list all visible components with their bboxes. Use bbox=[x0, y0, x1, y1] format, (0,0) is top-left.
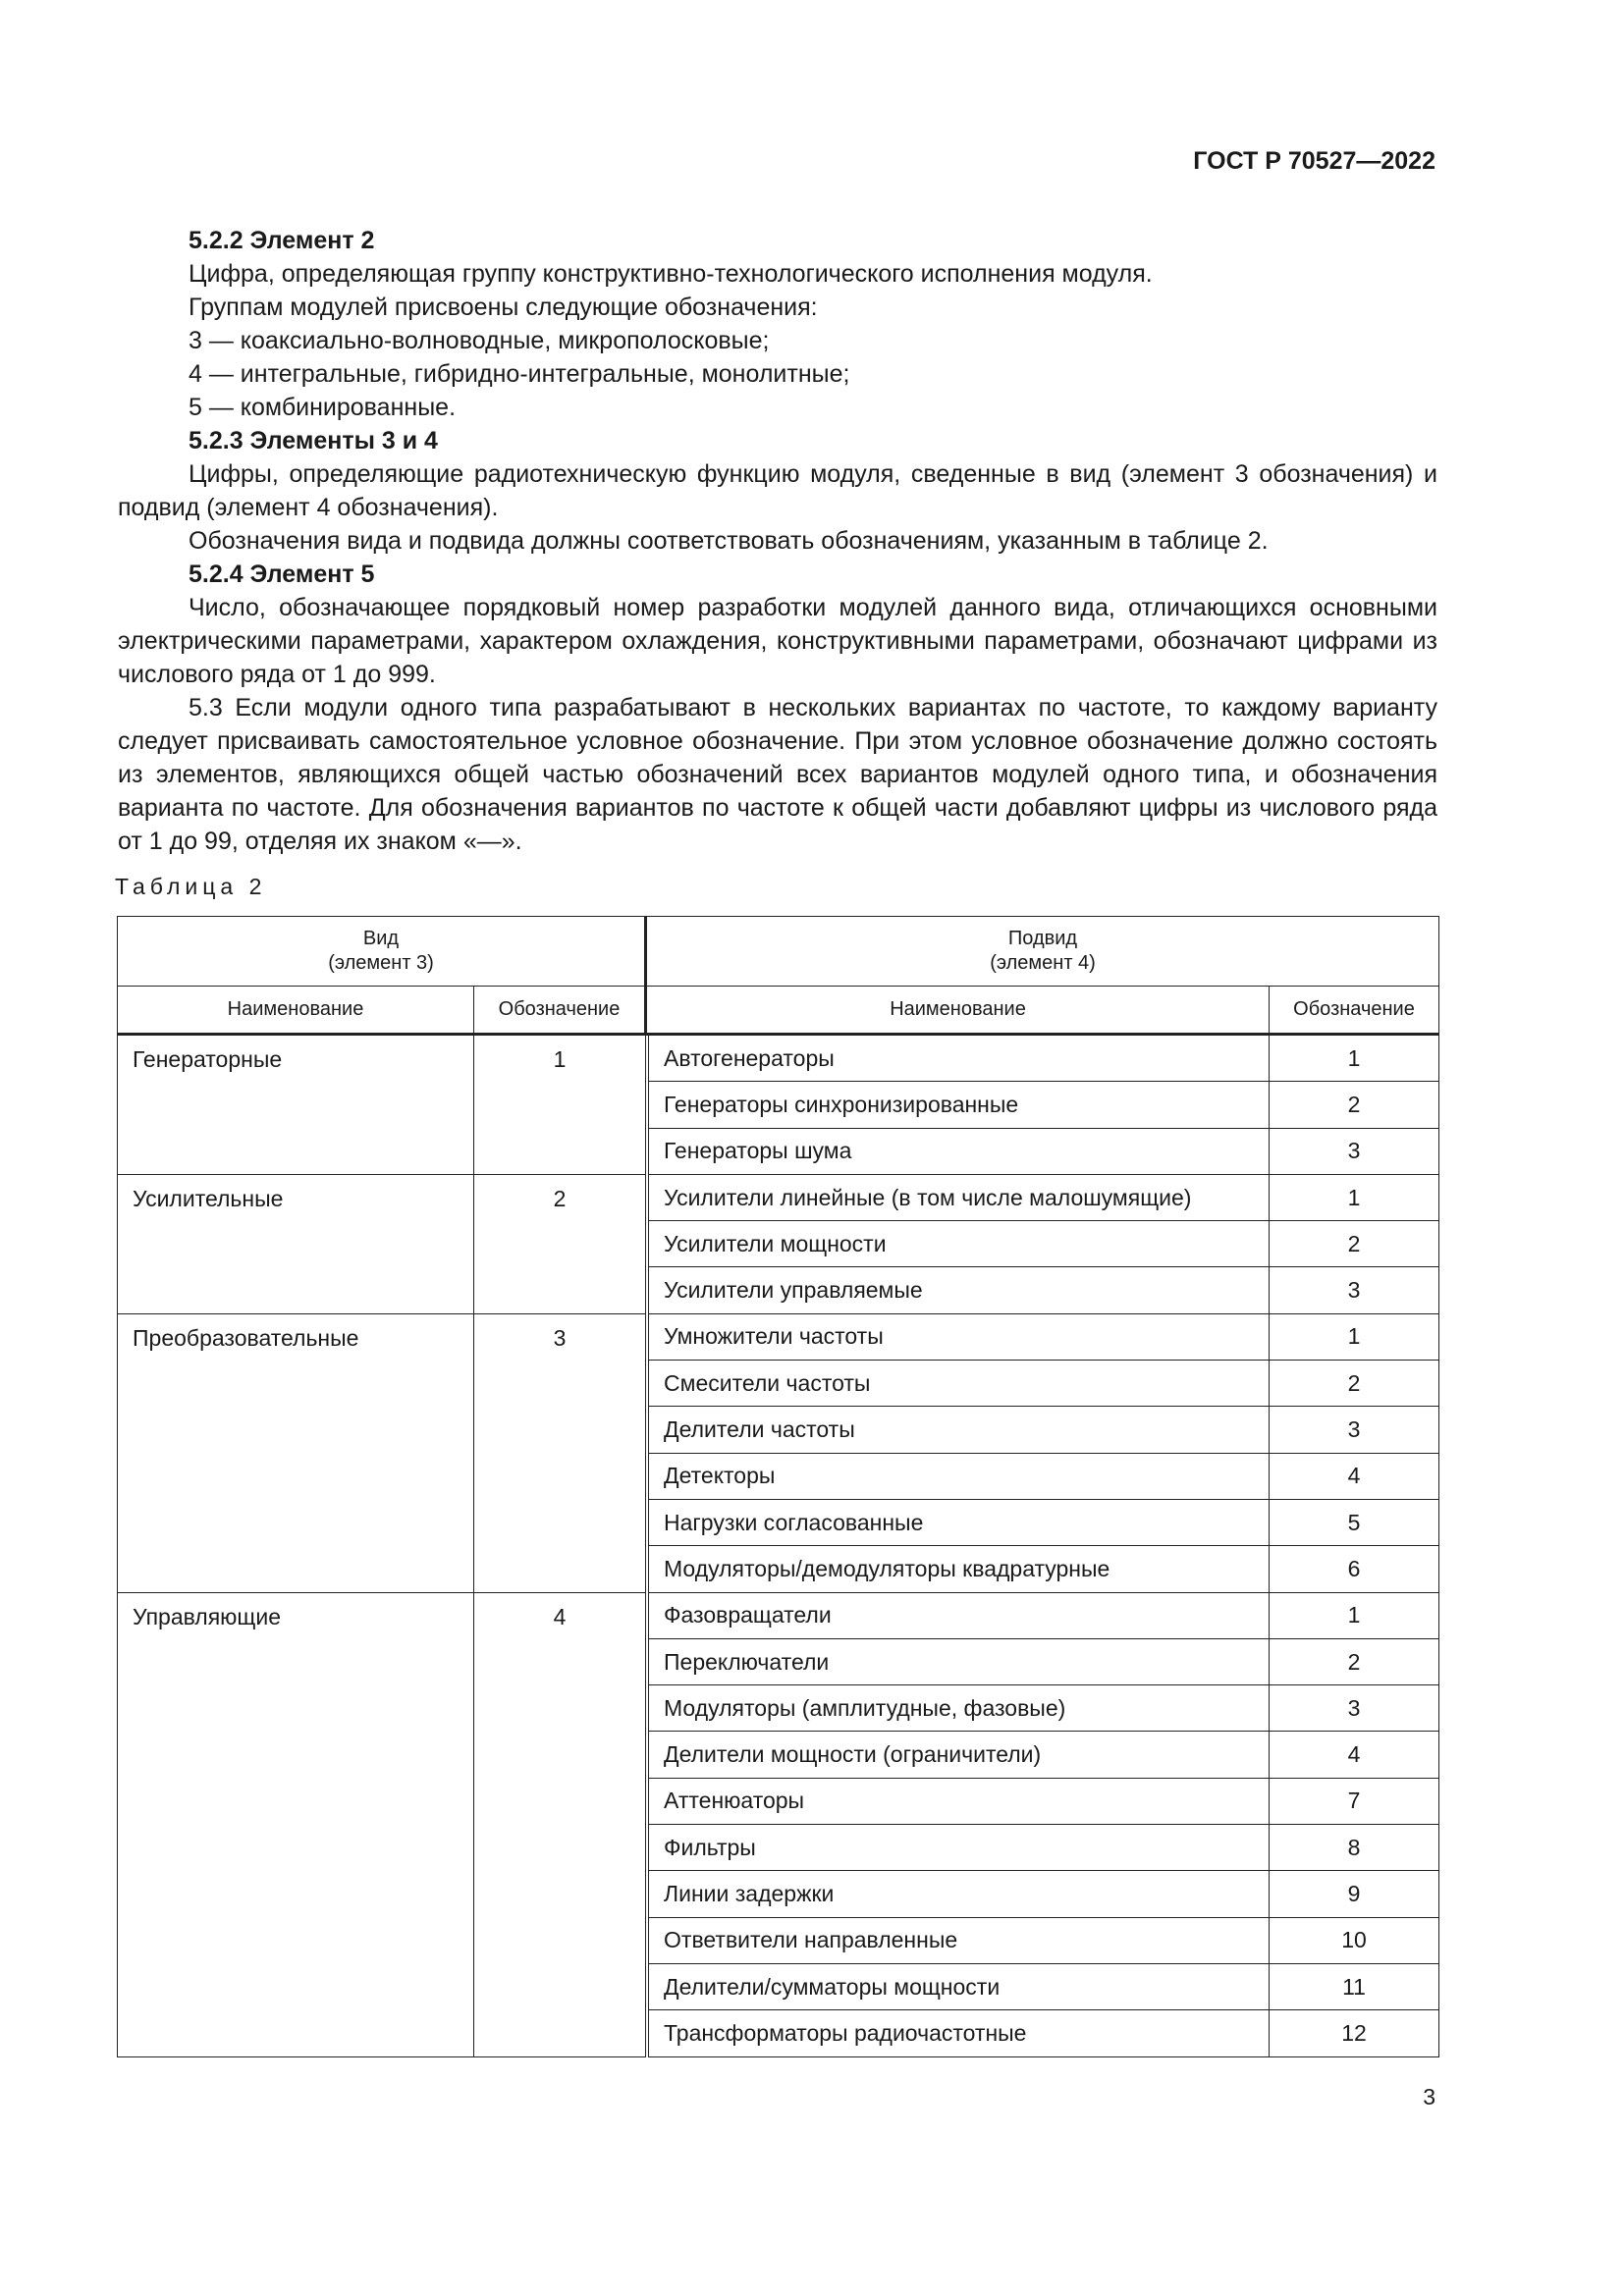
subtype-code: 9 bbox=[1270, 1871, 1439, 1917]
subtype-code: 2 bbox=[1270, 1361, 1439, 1407]
header-podvid: Подвид (элемент 4) bbox=[646, 917, 1439, 987]
table-caption: Таблица 2 bbox=[115, 874, 267, 899]
paragraph: Обозначения вида и подвида должны соответствовать обозначениям, указанным в таблице 2. bbox=[189, 527, 1269, 555]
subtype-name: Делители/сумматоры мощности bbox=[649, 1963, 1270, 2009]
subtype-code: 6 bbox=[1270, 1546, 1439, 1592]
group-code: 2 bbox=[474, 1174, 646, 1313]
subtype-name: Умножители частоты bbox=[649, 1313, 1270, 1360]
paragraph: 5 — комбинированные. bbox=[189, 394, 457, 421]
header-podvid-code: Обозначение bbox=[1270, 987, 1439, 1035]
subtype-name: Усилители линейные (в том числе малошумящие) bbox=[649, 1174, 1270, 1220]
group-name: Управляющие bbox=[118, 1592, 474, 2056]
subtype-code: 10 bbox=[1270, 1917, 1439, 1963]
subtype-name: Усилители мощности bbox=[649, 1221, 1270, 1267]
section-heading: 5.2.4 Элемент 5 bbox=[189, 561, 375, 588]
group-code: 4 bbox=[474, 1592, 646, 2056]
subtype-code: 5 bbox=[1270, 1499, 1439, 1545]
header-vid-name: Наименование bbox=[118, 987, 474, 1035]
subtype-name: Генераторы синхронизированные bbox=[649, 1082, 1270, 1128]
subtype-name: Фазовращатели bbox=[649, 1592, 1270, 1638]
subtype-code: 1 bbox=[1270, 1035, 1439, 1082]
paragraph: Группам модулей присвоены следующие обозначения: bbox=[189, 294, 818, 321]
group-code: 3 bbox=[474, 1313, 646, 1592]
group-name: Преобразовательные bbox=[118, 1313, 474, 1592]
table-row bbox=[118, 1313, 1439, 1360]
subtype-name: Смесители частоты bbox=[649, 1361, 1270, 1407]
group-name: Усилительные bbox=[118, 1174, 474, 1313]
paragraph: 5.3 Если модули одного типа разрабатывают в нескольких вариантах по частоте, то каждому варианту следует присваивать самостоятельное условное обозначение. При этом условное обозначение должно состоять из элементов, являющихся общей частью обозначений всех вариантов модулей одного типа, и обозначения варианта по частоте. Для обозначения вариантов по частоте к общей части добавляют цифры из числового ряда от 1 до 99, отделяя их знаком «—». bbox=[118, 694, 1437, 855]
table-row bbox=[118, 1592, 1439, 1638]
document-designation: ГОСТ Р 70527—2022 bbox=[1193, 147, 1435, 175]
subtype-code: 8 bbox=[1270, 1825, 1439, 1871]
subtype-code: 3 bbox=[1270, 1685, 1439, 1732]
subtype-name: Переключатели bbox=[649, 1638, 1270, 1684]
subtype-code: 3 bbox=[1270, 1128, 1439, 1174]
subtype-name: Ответвители направленные bbox=[649, 1917, 1270, 1963]
body-text bbox=[118, 224, 1437, 858]
subtype-code: 1 bbox=[1270, 1174, 1439, 1220]
subtype-code: 12 bbox=[1270, 2010, 1439, 2056]
subtype-code: 4 bbox=[1270, 1453, 1439, 1499]
paragraph: Число, обозначающее порядковый номер разработки модулей данного вида, отличающихся основными электрическими параметрами, характером охлаждения, конструктивными параметрами, обозначают цифрами из числового ряда от 1 до 999. bbox=[118, 594, 1437, 688]
section-heading: 5.2.2 Элемент 2 bbox=[189, 227, 375, 254]
subtype-code: 3 bbox=[1270, 1267, 1439, 1313]
subtype-name: Делители мощности (ограничители) bbox=[649, 1732, 1270, 1778]
header-vid: Вид (элемент 3) bbox=[118, 917, 646, 987]
subtype-code: 1 bbox=[1270, 1313, 1439, 1360]
designation-table bbox=[117, 916, 1439, 2057]
group-code: 1 bbox=[474, 1035, 646, 1175]
page-number: 3 bbox=[1423, 2084, 1435, 2109]
subtype-name: Трансформаторы радиочастотные bbox=[649, 2010, 1270, 2056]
paragraph: 4 — интегральные, гибридно-интегральные, монолитные; bbox=[189, 360, 850, 388]
subtype-name: Детекторы bbox=[649, 1453, 1270, 1499]
group-name: Генераторные bbox=[118, 1035, 474, 1175]
subtype-name: Усилители управляемые bbox=[649, 1267, 1270, 1313]
subtype-name: Модуляторы (амплитудные, фазовые) bbox=[649, 1685, 1270, 1732]
subtype-name: Линии задержки bbox=[649, 1871, 1270, 1917]
subtype-code: 2 bbox=[1270, 1638, 1439, 1684]
paragraph: 3 — коаксиально-волноводные, микрополосковые; bbox=[189, 327, 770, 354]
subtype-name: Генераторы шума bbox=[649, 1128, 1270, 1174]
subtype-code: 4 bbox=[1270, 1732, 1439, 1778]
table-body bbox=[118, 1035, 1439, 2057]
section-heading: 5.2.3 Элементы 3 и 4 bbox=[189, 427, 438, 454]
subtype-code: 7 bbox=[1270, 1778, 1439, 1824]
subtype-name: Автогенераторы bbox=[649, 1035, 1270, 1082]
subtype-name: Делители частоты bbox=[649, 1407, 1270, 1453]
subtype-code: 3 bbox=[1270, 1407, 1439, 1453]
paragraph: Цифры, определяющие радиотехническую функцию модуля, сведенные в вид (элемент 3 обозначения) и подвид (элемент 4 обозначения). bbox=[118, 460, 1437, 521]
subtype-code: 2 bbox=[1270, 1221, 1439, 1267]
subtype-code: 1 bbox=[1270, 1592, 1439, 1638]
header-podvid-name: Наименование bbox=[646, 987, 1270, 1035]
subtype-code: 11 bbox=[1270, 1963, 1439, 2009]
subtype-name: Аттенюаторы bbox=[649, 1778, 1270, 1824]
subtype-name: Нагрузки согласованные bbox=[649, 1499, 1270, 1545]
subtype-name: Модуляторы/демодуляторы квадратурные bbox=[649, 1546, 1270, 1592]
paragraph: Цифра, определяющая группу конструктивно-технологического исполнения модуля. bbox=[189, 260, 1153, 288]
subtype-code: 2 bbox=[1270, 1082, 1439, 1128]
header-vid-code: Обозначение bbox=[474, 987, 646, 1035]
subtype-name: Фильтры bbox=[649, 1825, 1270, 1871]
table-row bbox=[118, 1035, 1439, 1082]
table-row bbox=[118, 1174, 1439, 1220]
